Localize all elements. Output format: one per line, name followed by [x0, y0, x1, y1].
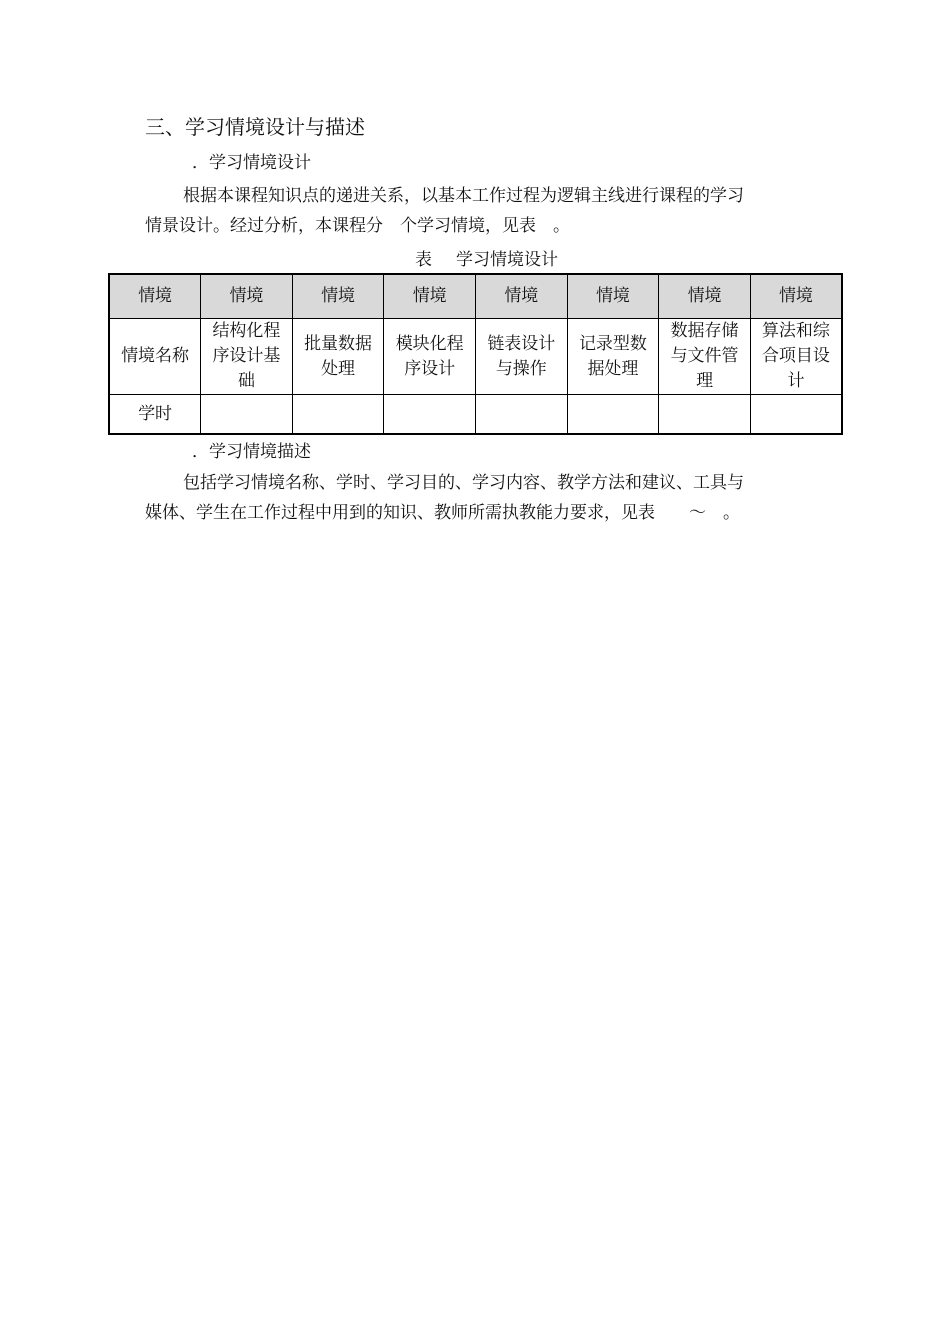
table-cell: 数据存储与文件管理 [659, 319, 751, 395]
paragraph-line: 情景设计。经过分析，本课程分 个学习情境，见表 。 [145, 216, 570, 236]
table-cell: 批量数据处理 [292, 319, 384, 395]
table-cell: 链表设计与操作 [476, 319, 568, 395]
table-cell: 算法和综合项目设计 [750, 319, 842, 395]
paragraph-line: 包括学习情境名称、学时、学习目的、学习内容、教学方法和建议、工具与 [183, 473, 744, 493]
table-cell: 模块化程序设计 [384, 319, 476, 395]
table-header-cell: 情境 [109, 274, 201, 319]
table-header-cell: 情境 [476, 274, 568, 319]
paragraph-line: 媒体、学生在工作过程中用到的知识、教师所需执教能力要求，见表 ～ 。 [145, 503, 740, 523]
table-cell [750, 395, 842, 435]
table-caption [415, 248, 558, 272]
subsection-title-design: ．学习情境设计 [192, 153, 311, 173]
table-row-names [109, 319, 842, 395]
table-header-cell: 情境 [750, 274, 842, 319]
paragraph-description [145, 468, 810, 528]
table-header-cell: 情境 [384, 274, 476, 319]
table-cell [476, 395, 568, 435]
table-caption-title: 学习情境设计 [456, 250, 558, 270]
table-header-cell: 情境 [292, 274, 384, 319]
table-cell [384, 395, 476, 435]
table-caption-prefix: 表 [415, 250, 432, 270]
table-cell: 情境名称 [109, 319, 201, 395]
table-cell: 记录型数据处理 [567, 319, 659, 395]
table-cell [201, 395, 293, 435]
learning-situation-table [108, 273, 843, 435]
table-header-cell: 情境 [201, 274, 293, 319]
table-cell: 学时 [109, 395, 201, 435]
table-row-hours [109, 395, 842, 435]
table-cell [292, 395, 384, 435]
table-header-row [109, 274, 842, 319]
table-header-cell: 情境 [567, 274, 659, 319]
subsection-title-description: ．学习情境描述 [192, 442, 311, 462]
table-cell [659, 395, 751, 435]
table-header-cell: 情境 [659, 274, 751, 319]
paragraph-design [145, 181, 810, 241]
table-cell [567, 395, 659, 435]
paragraph-line: 根据本课程知识点的递进关系，以基本工作过程为逻辑主线进行课程的学习 [183, 186, 744, 206]
table-cell: 结构化程序设计基础 [201, 319, 293, 395]
section-title: 三、学习情境设计与描述 [145, 115, 365, 139]
